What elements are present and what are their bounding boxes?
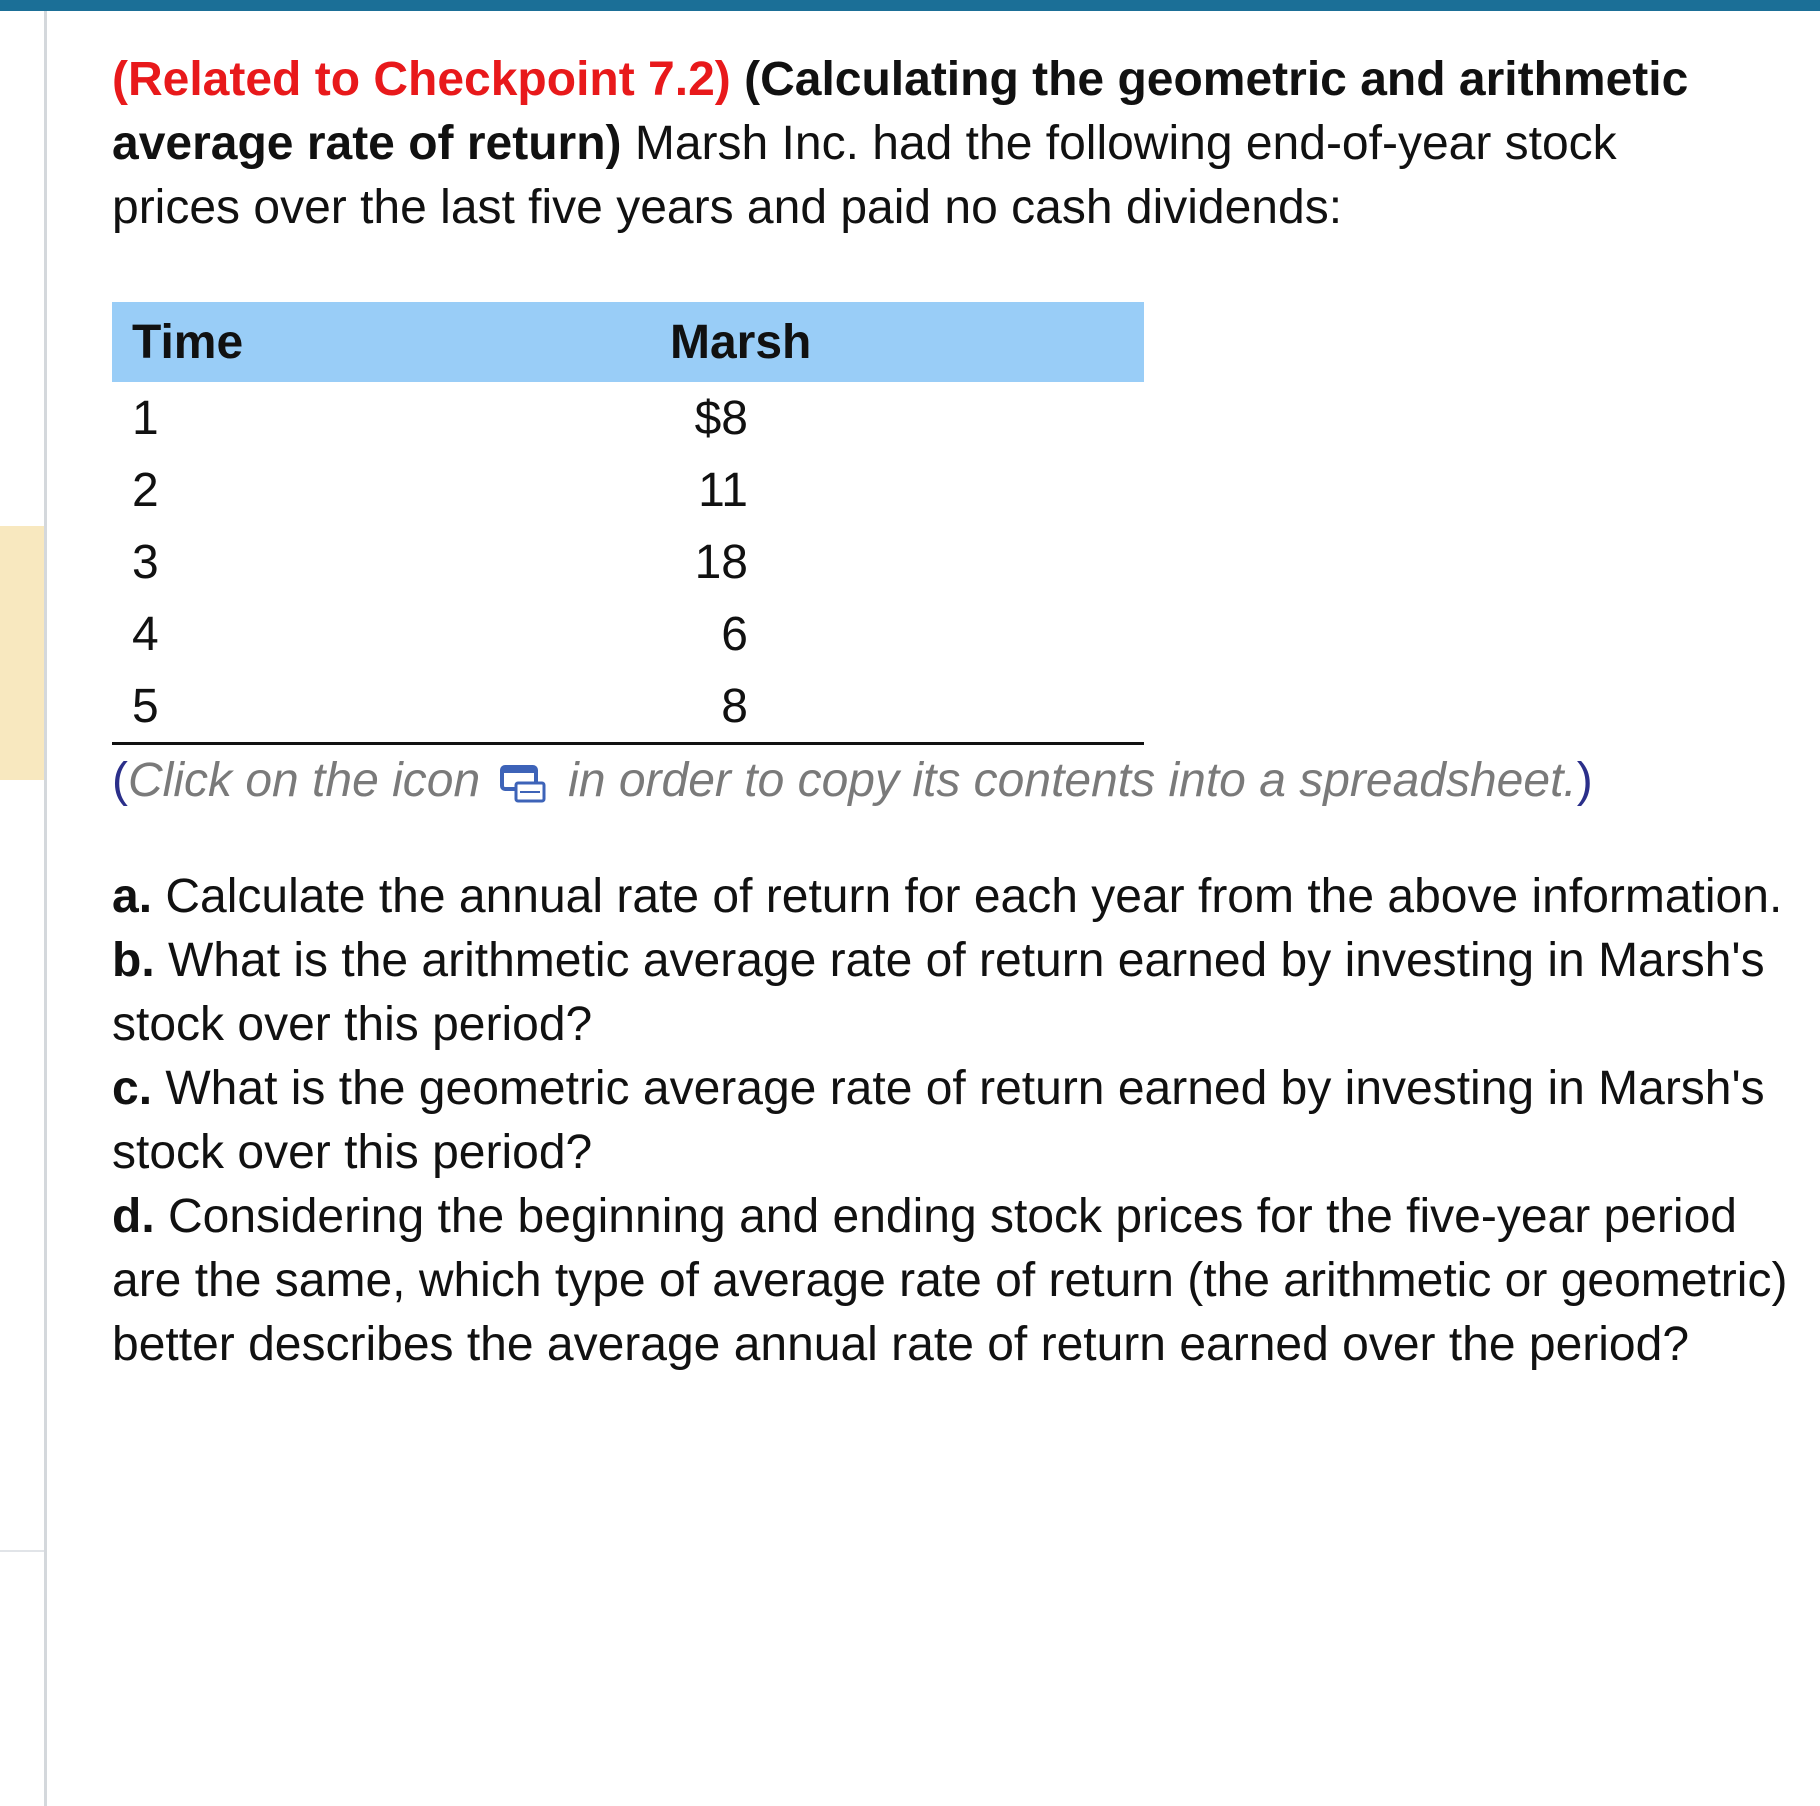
table-header-row xyxy=(112,302,1144,382)
cell-time: 4 xyxy=(132,607,159,661)
header-time: Time xyxy=(112,302,670,382)
question-text: Considering the beginning and ending stock prices for the five-year period are the same, which type of average rate of return (the arithmetic or geometric) better describes the average annual rate of return earned over the period? xyxy=(112,1190,1788,1371)
top-accent-bar xyxy=(0,0,1820,11)
copy-note-close-paren: ) xyxy=(1576,754,1593,807)
cell-time: 5 xyxy=(112,670,670,744)
cell-time: 2 xyxy=(132,463,159,517)
table-row xyxy=(112,382,1144,454)
cell-marsh: 6 xyxy=(721,607,748,661)
cell-marsh: 18 xyxy=(694,535,748,589)
cell-marsh: 11 xyxy=(698,463,748,517)
left-panel-divider xyxy=(0,1550,44,1552)
checkpoint-reference: (Related to Checkpoint 7.2) xyxy=(112,53,731,106)
table-row xyxy=(112,598,1144,670)
cell-time: 3 xyxy=(132,535,159,589)
table-row xyxy=(112,526,1144,598)
question-d xyxy=(112,1185,1792,1377)
table-row xyxy=(112,670,1144,744)
stock-price-table xyxy=(112,302,1144,745)
cell-time: 1 xyxy=(132,391,159,445)
problem-statement: Marsh Inc. had the following end-of-year stock prices over the last five years and paid no cash dividends: xyxy=(112,117,1617,234)
copy-note-after: in order to copy its contents into a spreadsheet. xyxy=(568,754,1577,807)
cell-marsh: $8 xyxy=(694,391,748,445)
question-a xyxy=(112,865,1792,929)
header-marsh: Marsh xyxy=(670,302,1144,382)
table-row xyxy=(112,454,1144,526)
question-label: b. xyxy=(112,934,155,987)
question-label: c. xyxy=(112,1062,153,1115)
question-marker-highlight xyxy=(0,526,44,780)
copy-note-open-paren: ( xyxy=(112,754,128,807)
question-text: Calculate the annual rate of return for each year from the above information. xyxy=(165,870,1783,923)
copy-instruction xyxy=(112,749,1792,813)
copy-to-spreadsheet-icon[interactable] xyxy=(498,757,550,809)
question-content xyxy=(112,48,1792,1377)
question-text: What is the arithmetic average rate of return earned by investing in Marsh's stock over this period? xyxy=(112,934,1765,1051)
problem-topic: (Calculating the geometric and arithmetic average rate of return) xyxy=(112,53,1689,170)
question-list xyxy=(112,865,1792,1377)
question-label: a. xyxy=(112,870,153,923)
cell-marsh: 8 xyxy=(670,670,748,744)
question-label: d. xyxy=(112,1190,155,1243)
question-b xyxy=(112,929,1792,1057)
copy-note-before: Click on the icon xyxy=(127,754,481,807)
question-c xyxy=(112,1057,1792,1185)
problem-intro xyxy=(112,48,1752,240)
left-panel-border xyxy=(44,11,47,1806)
question-text: What is the geometric average rate of return earned by investing in Marsh's stock over this period? xyxy=(112,1062,1765,1179)
